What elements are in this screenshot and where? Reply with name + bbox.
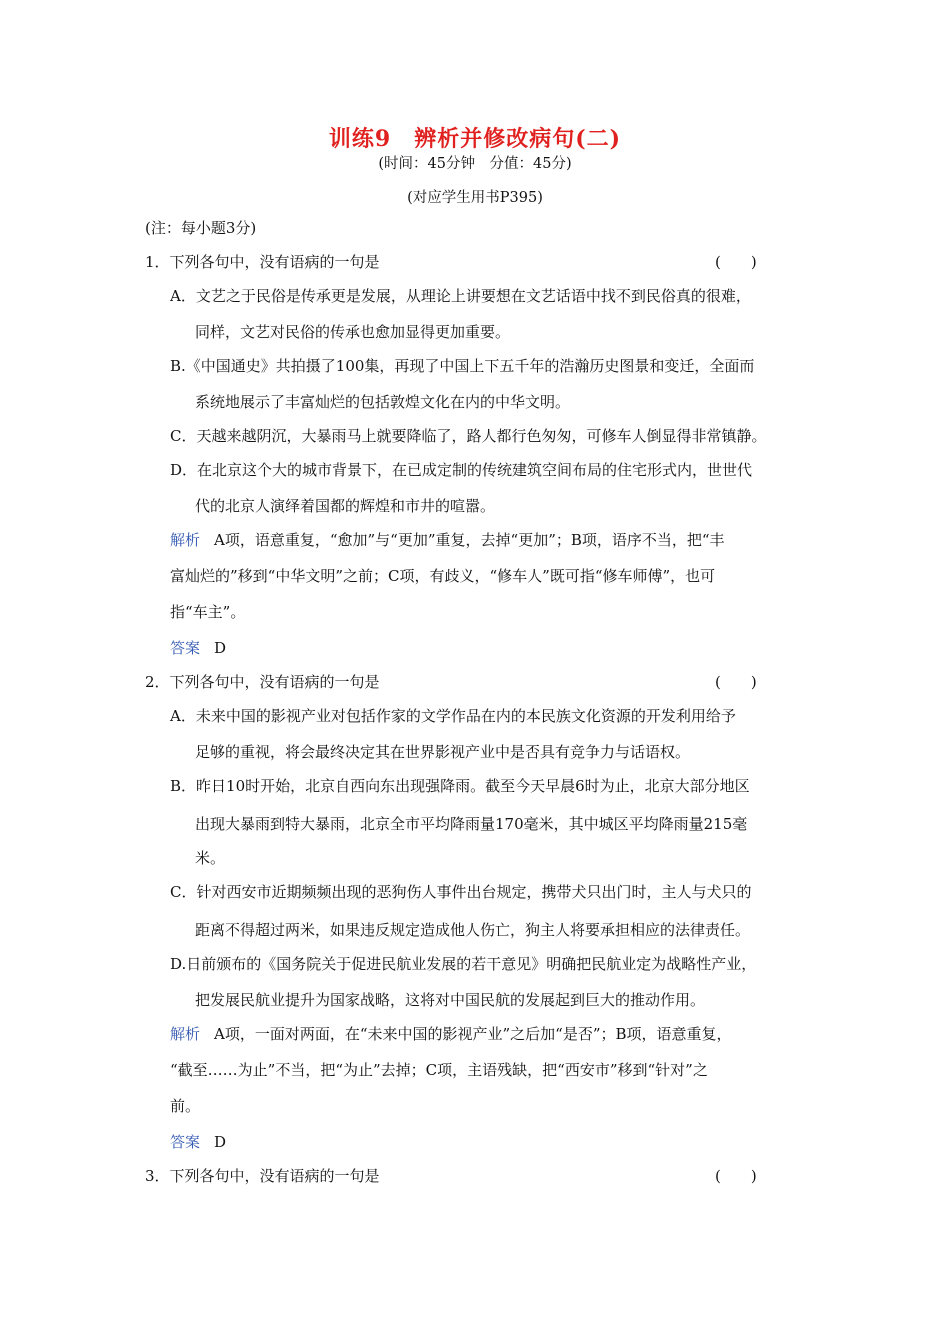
page-title: 训练9 辨析并修改病句(二) xyxy=(328,126,622,152)
question-3-stem: 3．下列各句中，没有语病的一句是 xyxy=(145,1167,380,1185)
q2-answer-label: 答案 xyxy=(170,1133,201,1151)
question-3-answer-blank: ( ) xyxy=(715,1167,757,1185)
q2-answer-line xyxy=(170,1132,226,1152)
q2-option-a-line-2: 足够的重视，将会最终决定其在世界影视产业中是否具有竞争力与话语权。 xyxy=(195,743,691,761)
q1-analysis-line-1 xyxy=(170,530,725,550)
q2-option-b-line-3: 米。 xyxy=(195,849,226,867)
q2-option-d-line-2: 把发展民航业提升为国家战略，这将对中国民航的发展起到巨大的推动作用。 xyxy=(195,991,706,1009)
question-1-answer-blank: ( ) xyxy=(715,253,757,271)
q1-option-c-line-1: C．天越来越阴沉，大暴雨马上就要降临了，路人都行色匆匆，可修车人倒显得非常镇静。 xyxy=(170,427,767,445)
q2-option-b-line-1: B．昨日10时开始，北京自西向东出现强降雨。截至今天早晨6时为止，北京大部分地区 xyxy=(170,777,750,795)
q1-answer-label: 答案 xyxy=(170,639,201,657)
q1-answer-line xyxy=(170,638,226,658)
q1-option-a-line-2: 同样，文艺对民俗的传承也愈加显得更加重要。 xyxy=(195,323,511,341)
q2-analysis-label: 解析 xyxy=(170,1025,201,1043)
q2-option-a-line-1: A．未来中国的影视产业对包括作家的文学作品在内的本民族文化资源的开发利用给予 xyxy=(170,707,736,725)
time-info: (时间：45分钟 分值：45分) xyxy=(378,156,572,172)
q1-option-b-line-2: 系统地展示了丰富灿烂的包括敦煌文化在内的中华文明。 xyxy=(195,393,571,411)
question-1-stem: 1．下列各句中，没有语病的一句是 xyxy=(145,253,380,271)
q1-analysis-line-3: 指“车主”。 xyxy=(170,603,246,621)
q1-analysis-text-1: A项，语意重复，“愈加”与“更加”重复，去掉“更加”；B项，语序不当，把“丰 xyxy=(214,531,725,549)
q2-analysis-text-1: A项，一面对两面，在“未来中国的影视产业”之后加“是否”；B项，语意重复， xyxy=(214,1025,732,1043)
q1-analysis-line-2: 富灿烂的”移到“中华文明”之前；C项，有歧义，“修车人”既可指“修车师傅”，也可 xyxy=(170,567,716,585)
question-2-answer-blank: ( ) xyxy=(715,673,757,691)
q2-option-c-line-1: C．针对西安市近期频频出现的恶狗伤人事件出台规定，携带犬只出门时，主人与犬只的 xyxy=(170,883,752,901)
note: (注：每小题3分) xyxy=(145,219,257,237)
book-reference: (对应学生用书P395) xyxy=(407,190,543,206)
q2-option-c-line-2: 距离不得超过两米，如果违反规定造成他人伤亡，狗主人将要承担相应的法律责任。 xyxy=(195,921,751,939)
q1-answer-value: D xyxy=(214,639,227,657)
q2-analysis-line-1 xyxy=(170,1024,732,1044)
q2-option-d-line-1: D.日前颁布的《国务院关于促进民航业发展的若干意见》明确把民航业定为战略性产业， xyxy=(170,955,757,973)
q1-option-a-line-1: A．文艺之于民俗是传承更是发展，从理论上讲要想在文艺话语中找不到民俗真的很难， xyxy=(170,287,751,305)
q2-option-b-line-2: 出现大暴雨到特大暴雨，北京全市平均降雨量170毫米，其中城区平均降雨量215毫 xyxy=(195,815,748,833)
q2-analysis-line-2: “截至……为止”不当，把“为止”去掉；C项，主语残缺，把“西安市”移到“针对”之 xyxy=(170,1061,708,1079)
q1-analysis-label: 解析 xyxy=(170,531,201,549)
question-2-stem: 2．下列各句中，没有语病的一句是 xyxy=(145,673,380,691)
q1-option-d-line-1: D．在北京这个大的城市背景下，在已成定制的传统建筑空间布局的住宅形式内，世世代 xyxy=(170,461,753,479)
q1-option-d-line-2: 代的北京人演绎着国都的辉煌和市井的喧嚣。 xyxy=(195,497,496,515)
q1-option-b-line-1: B.《中国通史》共拍摄了100集，再现了中国上下五千年的浩瀚历史图景和变迁，全面而 xyxy=(170,357,755,375)
q2-analysis-line-3: 前。 xyxy=(170,1097,201,1115)
q2-answer-value: D xyxy=(214,1133,227,1151)
